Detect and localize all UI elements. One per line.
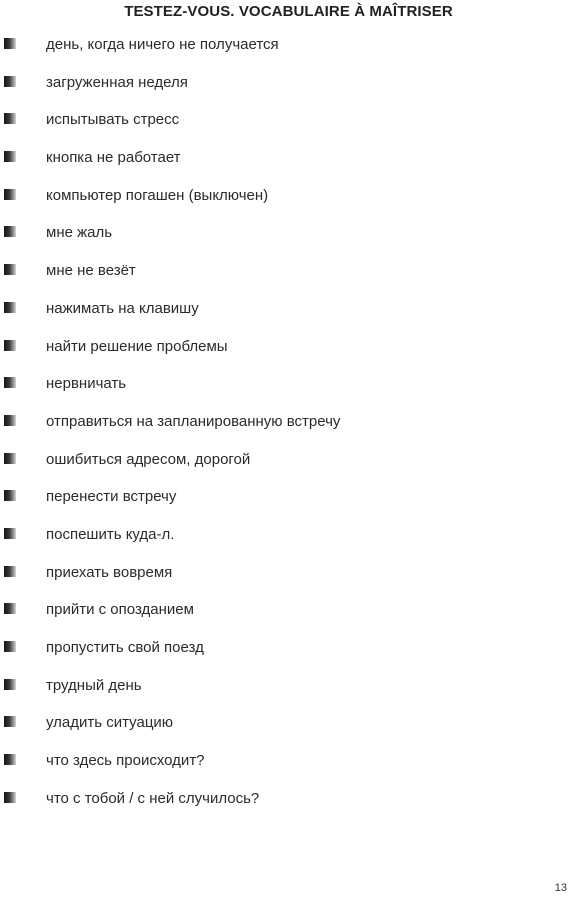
list-item [0,671,577,709]
square-bullet-icon [4,641,16,652]
list-item-text: поспешить куда-л. [46,525,175,543]
list-item [0,520,577,558]
list-item-text: день, когда ничего не получается [46,36,279,53]
square-bullet-icon [4,113,16,124]
square-bullet-icon [4,38,16,49]
list-item-text: прийти с опозданием [46,601,194,619]
square-bullet-icon [4,490,16,501]
list-item-text: трудный день [46,676,142,694]
list-item [0,708,577,746]
list-item [0,105,577,143]
list-item [0,407,577,445]
list-item-text: что здесь происходит? [46,752,205,770]
list-item [0,445,577,483]
page-title: TESTEZ-VOUS. VOCABULAIRE À MAÎTRISER [124,3,453,20]
list-item-text: уладить ситуацию [46,714,174,732]
list-item [0,181,577,219]
square-bullet-icon [4,340,16,351]
list-item [0,482,577,520]
square-bullet-icon [4,754,16,765]
list-item-text: испытывать стресс [46,111,180,129]
square-bullet-icon [4,453,16,464]
list-item-text: что с тобой / с ней случилось? [46,789,260,807]
square-bullet-icon [4,302,16,313]
square-bullet-icon [4,716,16,727]
list-item [0,595,577,633]
square-bullet-icon [4,151,16,162]
square-bullet-icon [4,528,16,539]
list-item-text: мне жаль [46,224,113,242]
square-bullet-icon [4,603,16,614]
square-bullet-icon [4,226,16,237]
list-item [0,633,577,671]
list-item [0,143,577,181]
list-item-text: кнопка не работает [46,149,181,167]
list-item [0,558,577,596]
list-item [0,256,577,294]
square-bullet-icon [4,189,16,200]
page-number: 13 [554,882,567,894]
list-item-text: отправиться на запланированную встречу [46,412,341,430]
vocabulary-list [0,30,577,821]
list-item-text: пропустить свой поезд [46,639,204,656]
square-bullet-icon [4,377,16,388]
square-bullet-icon [4,415,16,426]
list-item-text: перенести встречу [46,488,177,506]
square-bullet-icon [4,679,16,690]
list-item [0,332,577,370]
list-item [0,746,577,784]
list-item-text: нажимать на клавишу [46,299,199,317]
list-item [0,30,577,68]
square-bullet-icon [4,264,16,275]
list-item [0,294,577,332]
list-item-text: приехать вовремя [46,563,173,581]
list-item-text: нервничать [46,375,127,393]
list-item-text: мне не везёт [46,262,136,280]
list-item-text: ошибиться адресом, дорогой [46,450,251,468]
list-item [0,218,577,256]
list-item-text: загруженная неделя [46,73,188,91]
square-bullet-icon [4,566,16,577]
list-item [0,369,577,407]
square-bullet-icon [4,76,16,87]
list-item [0,68,577,106]
list-item-text: компьютер погашен (выключен) [46,186,269,204]
list-item-text: найти решение проблемы [46,337,228,355]
square-bullet-icon [4,792,16,803]
list-item [0,784,577,822]
